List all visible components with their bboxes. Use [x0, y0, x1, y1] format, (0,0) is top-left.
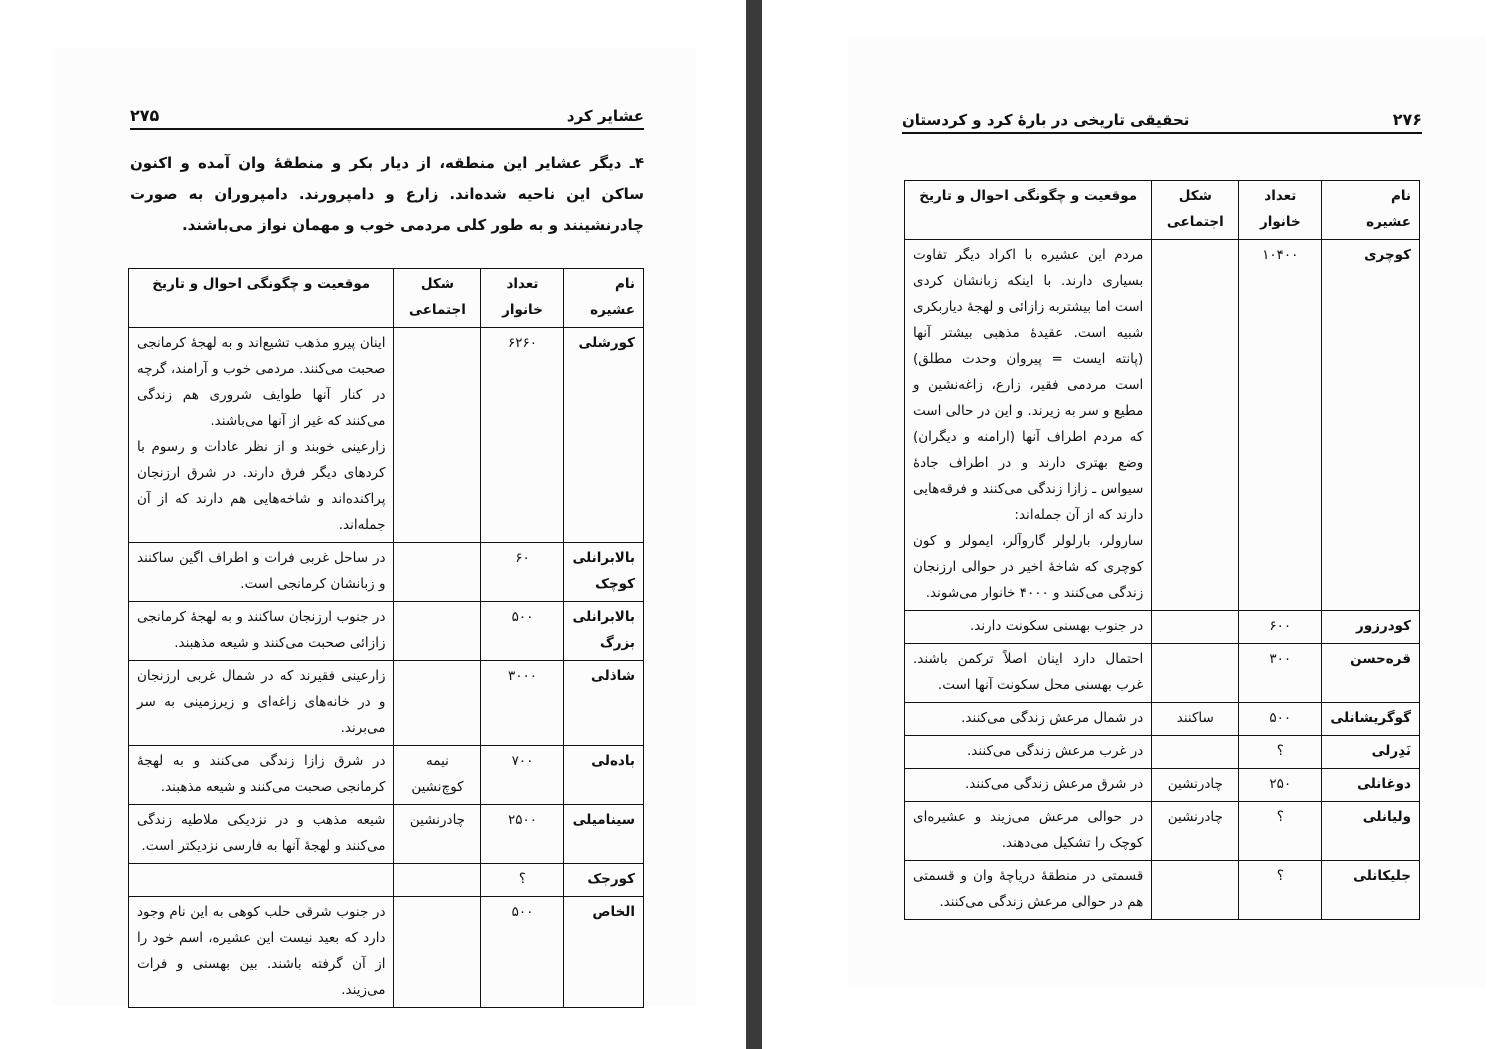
household-count: ۶۲۶۰	[481, 328, 564, 543]
column-header-description: موقعیت و چگونگی احوال و تاریخ	[905, 181, 1152, 240]
household-count: ؟	[1239, 736, 1322, 769]
household-count: ؟	[1239, 861, 1322, 920]
page-header	[130, 100, 644, 130]
table-header-row	[905, 181, 1420, 240]
household-count: ۱۰۴۰۰	[1239, 240, 1322, 611]
social-form: چادرنشین	[394, 805, 481, 864]
social-form	[394, 602, 481, 661]
running-title: تحقیقی تاریخی در بارهٔ کرد و کردستان	[902, 111, 1190, 129]
column-header-count: تعداد خانوار	[481, 269, 564, 328]
household-count: ۲۵۰	[1239, 769, 1322, 802]
tribe-name: قره‌حسن	[1322, 644, 1420, 703]
page-number: ۲۷۵	[130, 106, 160, 125]
table-row	[905, 611, 1420, 644]
tribe-description	[129, 864, 394, 897]
tribe-name: دوغانلی	[1322, 769, 1420, 802]
column-header-name: نام عشیره	[564, 269, 644, 328]
tribe-description: در جنوب شرقی حلب کوهی به این نام وجود دارد که بعید نیست این عشیره، اسم خود را از آن گرفته باشند. بین بهسنی و فرات می‌زیند.	[129, 897, 394, 1008]
tribe-name: باده‌لی	[564, 746, 644, 805]
tribe-name: کورجک	[564, 864, 644, 897]
tribe-description: در جنوب بهسنی سکونت دارند.	[905, 611, 1152, 644]
household-count: ۵۰۰	[481, 897, 564, 1008]
social-form: ساکنند	[1152, 703, 1239, 736]
tribe-name: نَدِرلی	[1322, 736, 1420, 769]
household-count: ۵۰۰	[1239, 703, 1322, 736]
tribe-name: سینامیلی	[564, 805, 644, 864]
left-page	[52, 48, 696, 1006]
table-row	[905, 240, 1420, 611]
social-form	[394, 897, 481, 1008]
tribe-name: جلیکانلی	[1322, 861, 1420, 920]
tribe-name: کوچری	[1322, 240, 1420, 611]
table-row	[905, 736, 1420, 769]
table-row	[905, 644, 1420, 703]
social-form	[1152, 861, 1239, 920]
table-row	[905, 802, 1420, 861]
tribe-description: در شرق زازا زندگی می‌کنند و به لهجهٔ کرمانجی صحبت می‌کنند و شیعه مذهبند.	[129, 746, 394, 805]
column-header-description: موقعیت و چگونگی احوال و تاریخ	[129, 269, 394, 328]
household-count: ؟	[1239, 802, 1322, 861]
table-row	[129, 602, 644, 661]
table-row	[129, 897, 644, 1008]
household-count: ۵۰۰	[481, 602, 564, 661]
social-form	[1152, 644, 1239, 703]
household-count: ۲۵۰۰	[481, 805, 564, 864]
right-page	[848, 36, 1486, 988]
table-row	[129, 661, 644, 746]
social-form	[1152, 611, 1239, 644]
tribe-description: در حوالی مرعش می‌زیند و عشیره‌ای کوچک را تشکیل می‌دهند.	[905, 802, 1152, 861]
tribe-description: مردم این عشیره با اکراد دیگر تفاوت بسیاری دارند. با اینکه زبانشان کردی است اما بیشتربه زازائی و لهجهٔ دیاربکری شبیه است. عقیدهٔ مذهبی بیشتر آنها (پانته ایست = پیروان وحدت مطلق) است مردمی فقیر، زارع، زاغه‌نشین و مطیع و سر به زیرند. و این در حالی است که مردم اطراف آنها (ارامنه و دیگران) وضع بهتری دارند و در اطراف جادهٔ سیواس ـ زازا زندگی می‌کنند و فرقه‌هایی دارند که از آن جمله‌اند: سارولر، بارلولر گاروآلر، ایمولر و کون کوچری که شاخهٔ اخیر در حوالی ارزنجان زندگی می‌کنند و ۴۰۰۰ خانوار می‌شوند.	[905, 240, 1152, 611]
household-count: ۶۰	[481, 543, 564, 602]
intro-paragraph: ۴ـ دیگر عشایر این منطقه، از دیار بکر و منطقهٔ وان آمده و اکنون ساکن این ناحیه شده‌اند. زارع و دامپرورند. دامپروران به صورت چادرنشینند و به طور کلی مردمی خوب و مهمان نواز می‌باشند.	[130, 154, 644, 234]
tribe-description: احتمال دارد اینان اصلاً ترکمن باشند. غرب بهسنی محل سکونت آنها است.	[905, 644, 1152, 703]
tribe-name: گوگریشانلی	[1322, 703, 1420, 736]
tribe-description: اینان پیرو مذهب تشیع‌اند و به لهجهٔ کرمانجی صحبت می‌کنند. مردمی خوب و آرامند، گرچه در کنار آنها طوایف شروری هم زندگی می‌کنند که غیر از آنها می‌باشند. زارعینی خوبند و از نظر عادات و رسوم با کردهای دیگر فرق دارند. در شرق ارزنجان پراکنده‌اند و شاخه‌هایی هم دارند که از آن جمله‌اند.	[129, 328, 394, 543]
page-header	[902, 104, 1422, 134]
tribe-description: در غرب مرعش زندگی می‌کنند.	[905, 736, 1152, 769]
tribe-description: زارعینی فقیرند که در شمال غربی ارزنجان و در خانه‌های زاغه‌ای و زیرزمینی به سر می‌برند.	[129, 661, 394, 746]
table-row	[129, 746, 644, 805]
tribe-name: شاذلی	[564, 661, 644, 746]
tribe-description: شیعه مذهب و در نزدیکی ملاطیه زندگی می‌کنند و لهجهٔ آنها به فارسی نزدیکتر است.	[129, 805, 394, 864]
social-form	[394, 543, 481, 602]
book-spine	[746, 0, 762, 1049]
household-count: ؟	[481, 864, 564, 897]
table-row	[129, 864, 644, 897]
column-header-name: نام عشیره	[1322, 181, 1420, 240]
tribe-description: در جنوب ارزنجان ساکنند و به لهجهٔ کرمانجی زازائی صحبت می‌کنند و شیعه مذهبند.	[129, 602, 394, 661]
table-row	[905, 861, 1420, 920]
tribe-description: قسمتی در منطقهٔ دریاچهٔ وان و قسمتی هم در حوالی مرعش زندگی می‌کنند.	[905, 861, 1152, 920]
tribe-name: کودرزور	[1322, 611, 1420, 644]
page-number: ۲۷۶	[1392, 110, 1422, 129]
table-row	[129, 328, 644, 543]
social-form: نیمه کوچ‌نشین	[394, 746, 481, 805]
household-count: ۳۰۰۰	[481, 661, 564, 746]
tribe-name: بالابرانلی کوچک	[564, 543, 644, 602]
tribes-table	[128, 268, 644, 1008]
tribes-table	[904, 180, 1420, 920]
tribe-description: در شمال مرعش زندگی می‌کنند.	[905, 703, 1152, 736]
household-count: ۳۰۰	[1239, 644, 1322, 703]
household-count: ۷۰۰	[481, 746, 564, 805]
tribe-description: در ساحل غربی فرات و اطراف اگین ساکنند و زبانشان کرمانجی است.	[129, 543, 394, 602]
column-header-social: شکل اجتماعی	[394, 269, 481, 328]
tribe-name: ولیانلی	[1322, 802, 1420, 861]
social-form	[394, 328, 481, 543]
tribe-description: در شرق مرعش زندگی می‌کنند.	[905, 769, 1152, 802]
table-row	[905, 769, 1420, 802]
social-form: چادرنشین	[1152, 769, 1239, 802]
social-form	[394, 661, 481, 746]
household-count: ۶۰۰	[1239, 611, 1322, 644]
social-form	[1152, 240, 1239, 611]
social-form	[394, 864, 481, 897]
column-header-count: تعداد خانوار	[1239, 181, 1322, 240]
table-row	[905, 703, 1420, 736]
table-row	[129, 805, 644, 864]
tribe-name: بالابرانلی بزرگ	[564, 602, 644, 661]
social-form: چادرنشین	[1152, 802, 1239, 861]
table-header-row	[129, 269, 644, 328]
running-title: عشایر کرد	[566, 107, 644, 125]
social-form	[1152, 736, 1239, 769]
column-header-social: شکل اجتماعی	[1152, 181, 1239, 240]
tribe-name: الخاص	[564, 897, 644, 1008]
table-row	[129, 543, 644, 602]
tribe-name: کورشلی	[564, 328, 644, 543]
